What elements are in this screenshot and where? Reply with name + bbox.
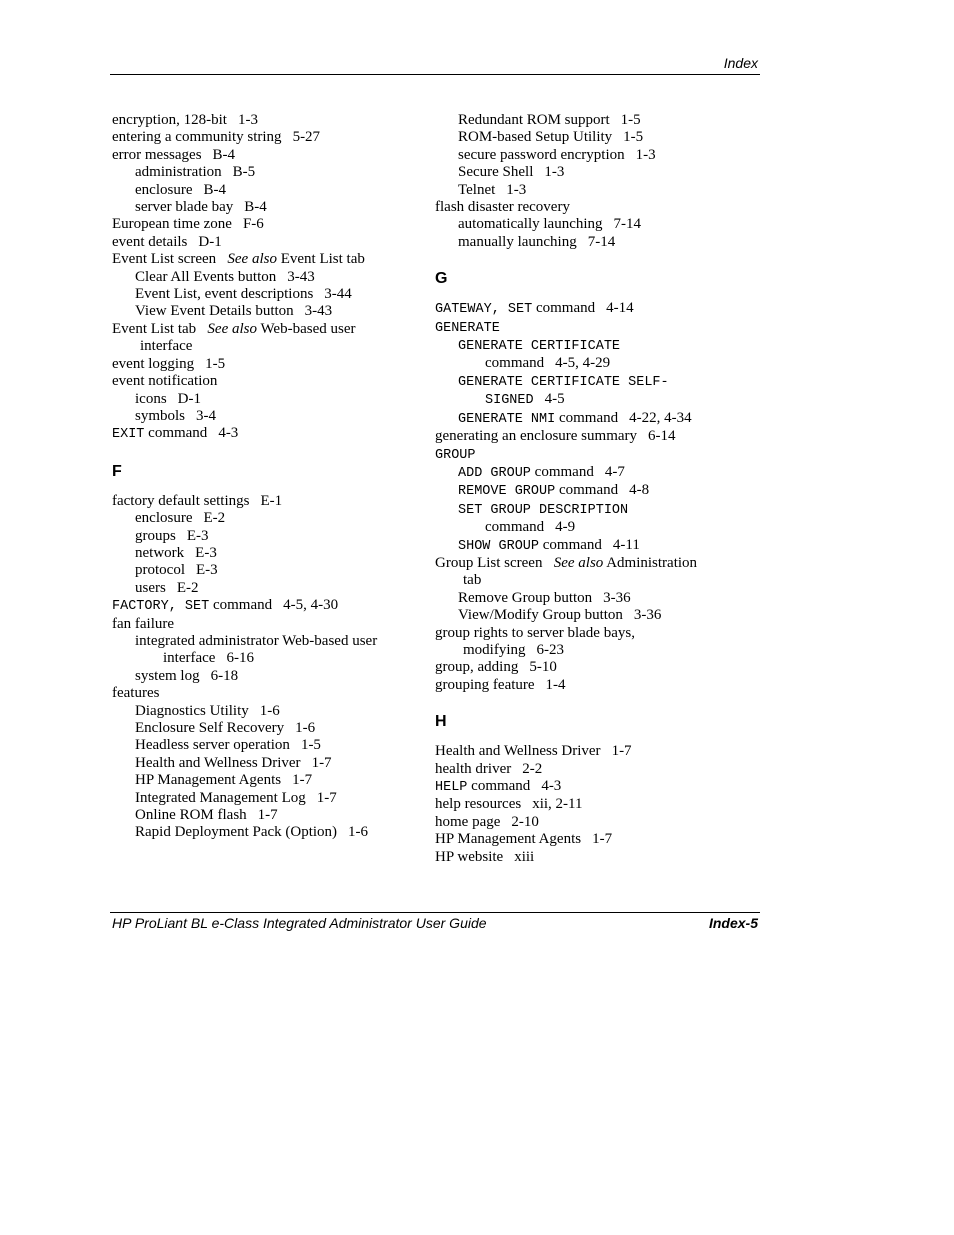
page-reference: 3-44 <box>324 286 352 303</box>
entry-term: Headless server operation <box>135 737 290 754</box>
index-entry <box>112 616 412 633</box>
index-subentry <box>435 164 755 181</box>
page-reference: 1-5 <box>623 129 644 146</box>
see-also-label: See also <box>553 554 604 571</box>
index-entry <box>435 446 755 464</box>
index-entry <box>435 555 755 572</box>
entry-term: encryption, 128-bit <box>112 112 227 128</box>
page-reference: 1-7 <box>292 772 313 789</box>
index-section-letter: G <box>435 270 448 288</box>
entry-term: network <box>135 544 185 561</box>
command-keyword: GROUP <box>435 447 476 463</box>
index-subentry <box>435 373 755 391</box>
page-reference: 4-5, 4-29 <box>555 355 611 372</box>
entry-term: flash disaster recovery <box>435 199 570 216</box>
page-reference: 1-5 <box>620 112 641 128</box>
entry-term: Diagnostics Utility <box>135 702 249 719</box>
command-keyword: GENERATE NMI <box>458 411 556 427</box>
page-reference: 4-5 <box>544 391 565 408</box>
index-entry-continuation <box>435 391 755 409</box>
index-entry <box>112 425 412 443</box>
index-subentry <box>435 112 755 129</box>
entry-term: enclosure <box>135 181 193 198</box>
entry-term: command <box>485 519 545 536</box>
page-reference: B-4 <box>212 146 236 163</box>
entry-term: users <box>135 579 166 596</box>
page-reference: B-4 <box>203 181 226 198</box>
page-reference: 7-14 <box>587 233 616 250</box>
entry-term: Integrated Management Log <box>135 789 306 806</box>
index-subentry <box>435 129 755 146</box>
entry-term: secure password encryption <box>458 146 625 163</box>
header-rule <box>110 74 760 75</box>
index-subentry <box>112 737 412 754</box>
running-header-title: Index <box>723 55 758 71</box>
page-reference: 3-43 <box>304 303 333 320</box>
index-subentry <box>112 790 412 807</box>
entry-term: health driver <box>435 760 512 777</box>
index-entry <box>435 778 755 796</box>
index-subentry <box>435 147 755 164</box>
page-reference: 3-43 <box>287 268 315 285</box>
page-reference: 1-7 <box>257 807 278 824</box>
index-subentry <box>435 482 755 500</box>
page-reference: 4-8 <box>629 482 650 499</box>
entry-term: automatically launching <box>458 216 603 233</box>
page-reference: 4-3 <box>541 778 562 794</box>
entry-term: integrated administrator Web-based user <box>135 632 378 649</box>
page-reference: 1-5 <box>205 355 226 372</box>
entry-term: View Event Details button <box>135 303 294 320</box>
page-reference: E-3 <box>196 562 218 579</box>
page-reference: B-4 <box>244 199 267 216</box>
index-entry <box>112 216 412 233</box>
page-reference: 1-6 <box>348 824 369 841</box>
entry-term: symbols <box>135 407 186 424</box>
page-reference: 4-5, 4-30 <box>283 597 339 614</box>
see-also-label: See also <box>227 251 277 268</box>
entry-term: manually launching <box>458 233 577 250</box>
entry-term: Online ROM flash <box>135 807 247 824</box>
index-entry <box>435 659 755 676</box>
entry-term <box>542 555 553 571</box>
index-entry <box>112 129 412 146</box>
index-subentry <box>435 464 755 482</box>
index-subentry <box>112 755 412 772</box>
index-entry <box>112 493 412 510</box>
entry-term: event notification <box>112 373 218 390</box>
index-subentry <box>112 633 412 650</box>
index-entry <box>112 356 412 373</box>
entry-term: groups <box>135 527 176 544</box>
command-keyword: SET GROUP DESCRIPTION <box>458 502 629 518</box>
page-reference: 1-7 <box>311 754 332 771</box>
entry-term: View/Modify Group button <box>458 607 623 624</box>
entry-term: command <box>485 355 545 372</box>
index-subentry <box>112 824 412 841</box>
page-reference: 1-7 <box>611 743 632 760</box>
command-keyword: SIGNED <box>485 393 534 409</box>
index-subentry <box>435 234 755 251</box>
entry-term: command <box>144 425 208 442</box>
page-reference: 6-23 <box>536 641 564 658</box>
page-reference: D-1 <box>177 390 201 407</box>
entry-term: grouping feature <box>435 676 535 693</box>
index-entry <box>435 761 755 778</box>
command-keyword: ADD GROUP <box>458 465 531 481</box>
index-subentry <box>435 410 755 428</box>
command-keyword: FACTORY, SET <box>112 599 210 615</box>
index-entry-continuation <box>435 572 755 589</box>
page-reference: D-1 <box>198 233 222 250</box>
entry-term: ROM-based Setup Utility <box>458 129 613 146</box>
entry-term: modifying <box>463 641 526 658</box>
entry-term: command <box>209 597 273 614</box>
footer-page-number: Index-5 <box>708 915 758 931</box>
entry-term: group, adding <box>435 659 519 676</box>
entry-term: server blade bay <box>135 199 234 216</box>
entry-term: Remove Group button <box>458 589 593 606</box>
page-reference: 1-5 <box>300 737 321 754</box>
index-entry-continuation <box>112 650 412 667</box>
index-entry <box>112 685 412 702</box>
entry-term: command <box>539 536 602 553</box>
entry-term: Secure Shell <box>458 164 534 181</box>
entry-term: command <box>467 778 531 794</box>
entry-term: protocol <box>135 562 185 579</box>
page-reference: 6-18 <box>210 667 239 684</box>
index-column-right <box>435 112 755 866</box>
index-entry-continuation <box>112 338 412 355</box>
page-reference: 4-3 <box>218 425 239 442</box>
index-section-letter: F <box>112 462 122 480</box>
page-reference: 1-6 <box>295 720 316 736</box>
index-section-letter: H <box>435 713 447 731</box>
entry-term: system log <box>135 667 200 684</box>
index-entry-continuation <box>435 355 755 372</box>
index-subentry <box>435 216 755 233</box>
index-entry <box>435 677 755 694</box>
footer-book-title: HP ProLiant BL e-Class Integrated Administrator User Guide <box>112 915 487 931</box>
entry-term: fan failure <box>112 615 175 632</box>
command-keyword: GENERATE <box>435 320 500 336</box>
index-subentry <box>112 391 412 408</box>
entry-term: Group List screen <box>435 554 543 571</box>
entry-term: command <box>530 463 594 480</box>
entry-term: entering a community string <box>112 129 282 146</box>
page-reference: B-5 <box>232 164 256 181</box>
page-reference: 3-4 <box>196 407 217 424</box>
entry-term: features <box>112 685 160 702</box>
index-entry <box>435 199 755 216</box>
page-reference: 1-6 <box>259 702 280 719</box>
index-subentry <box>112 562 412 579</box>
entry-term: icons <box>135 390 167 407</box>
entry-term: Rapid Deployment Pack (Option) <box>135 824 338 841</box>
index-entry <box>112 147 412 164</box>
entry-term: command <box>532 300 596 317</box>
index-entry-continuation <box>435 519 755 536</box>
index-entry <box>112 234 412 251</box>
index-subentry <box>112 772 412 789</box>
index-subentry <box>435 182 755 199</box>
footer-rule <box>110 912 760 913</box>
index-subentry <box>112 510 412 527</box>
index-entry <box>435 319 755 337</box>
entry-term: Redundant ROM support <box>458 112 610 128</box>
entry-term: HP website <box>435 848 504 865</box>
index-entry <box>435 300 755 318</box>
index-subentry <box>112 164 412 181</box>
entry-term: Event List, event descriptions <box>135 286 314 303</box>
entry-term: help resources <box>435 796 522 813</box>
index-entry <box>112 251 412 268</box>
page-reference: 4-7 <box>604 463 625 480</box>
index-subentry <box>435 501 755 519</box>
entry-term <box>196 321 207 337</box>
page-reference: 4-11 <box>612 536 640 553</box>
entry-term: error messages <box>112 146 202 163</box>
page-reference: 1-7 <box>316 789 337 806</box>
index-subentry <box>112 182 412 199</box>
entry-term: European time zone <box>112 216 232 233</box>
entry-term: enclosure <box>135 510 193 527</box>
page-reference: 1-7 <box>592 831 613 848</box>
index-entry <box>435 625 755 642</box>
page-reference: 3-36 <box>633 607 662 624</box>
entry-term: Enclosure Self Recovery <box>135 720 285 736</box>
entry-term: Health and Wellness Driver <box>135 754 301 771</box>
entry-term: generating an enclosure summary <box>435 428 638 445</box>
page-reference: 4-22, 4-34 <box>629 409 692 426</box>
page-reference: E-3 <box>186 527 209 544</box>
page-reference: 1-3 <box>506 181 527 198</box>
entry-term: home page <box>435 813 501 830</box>
page-reference: xiii <box>514 848 535 865</box>
index-entry <box>112 373 412 390</box>
index-entry <box>112 597 412 615</box>
index-subentry <box>112 408 412 425</box>
entry-term: HP Management Agents <box>135 772 282 789</box>
page-reference: 1-4 <box>545 676 566 693</box>
entry-term: Health and Wellness Driver <box>435 743 601 760</box>
entry-term <box>216 251 227 267</box>
entry-term: Telnet <box>458 181 496 198</box>
page-reference: E-2 <box>176 579 199 596</box>
index-subentry <box>112 269 412 286</box>
entry-term: Event List screen <box>112 251 217 268</box>
page-reference: 6-14 <box>648 428 676 445</box>
command-keyword: GENERATE CERTIFICATE SELF- <box>458 374 669 390</box>
entry-term: Event List tab <box>276 251 365 268</box>
page-reference: E-1 <box>260 492 283 509</box>
index-subentry <box>112 199 412 216</box>
index-subentry <box>435 337 755 355</box>
page-reference: 6-16 <box>226 650 254 667</box>
index-entry <box>435 743 755 760</box>
command-keyword: SHOW GROUP <box>458 538 540 554</box>
index-subentry <box>112 720 412 737</box>
index-subentry <box>112 545 412 562</box>
index-subentry <box>112 807 412 824</box>
entry-term: event logging <box>112 355 195 372</box>
page-reference: 4-9 <box>555 519 576 536</box>
index-subentry <box>435 590 755 607</box>
page-reference: 4-14 <box>606 300 634 317</box>
page-reference: 1-3 <box>544 164 565 181</box>
index-subentry <box>112 528 412 545</box>
page-reference: 2-2 <box>522 760 543 777</box>
command-keyword: HELP <box>435 780 468 795</box>
index-entry <box>435 814 755 831</box>
entry-term: Clear All Events button <box>135 268 277 285</box>
index-subentry <box>435 537 755 555</box>
page-reference: 2-10 <box>511 813 539 830</box>
entry-term: group rights to server blade bays, <box>435 624 635 641</box>
index-subentry <box>112 286 412 303</box>
page-reference: 3-36 <box>603 589 631 606</box>
entry-term: HP Management Agents <box>435 831 582 848</box>
index-subentry <box>435 607 755 624</box>
see-also-label: See also <box>207 320 257 337</box>
page-reference: 1-3 <box>635 146 656 163</box>
entry-term: tab <box>463 572 482 589</box>
index-subentry <box>112 703 412 720</box>
entry-term: interface <box>140 338 193 355</box>
index-entry <box>435 831 755 848</box>
index-entry <box>112 321 412 338</box>
index-entry <box>435 796 755 813</box>
command-keyword: GATEWAY, SET <box>435 302 533 318</box>
page-reference: xii, 2-11 <box>532 796 583 813</box>
page-reference: 5-27 <box>292 129 321 146</box>
index-subentry <box>112 668 412 685</box>
page-reference: 7-14 <box>613 216 642 233</box>
page-reference: E-2 <box>203 510 226 527</box>
entry-term: Administration <box>603 554 698 571</box>
entry-term: factory default settings <box>112 492 250 509</box>
index-subentry <box>112 580 412 597</box>
index-entry-continuation <box>435 642 755 659</box>
index-subentry <box>112 303 412 320</box>
page-reference: E-3 <box>195 544 217 561</box>
entry-term: Event List tab <box>112 320 197 337</box>
entry-term: interface <box>163 650 216 667</box>
entry-term: administration <box>135 164 222 181</box>
index-entry <box>435 849 755 866</box>
entry-term: command <box>555 409 619 426</box>
entry-term: Web-based user <box>256 320 356 337</box>
entry-term: event details <box>112 233 188 250</box>
page-reference: 5-10 <box>529 659 557 676</box>
index-entry <box>112 112 412 129</box>
page-reference: F-6 <box>242 216 264 233</box>
index-column-left <box>112 112 412 842</box>
command-keyword: GENERATE CERTIFICATE <box>458 339 621 355</box>
command-keyword: REMOVE GROUP <box>458 484 556 500</box>
entry-term: command <box>555 482 619 499</box>
index-entry <box>435 428 755 445</box>
command-keyword: EXIT <box>112 427 145 443</box>
page-reference: 1-3 <box>237 112 258 128</box>
